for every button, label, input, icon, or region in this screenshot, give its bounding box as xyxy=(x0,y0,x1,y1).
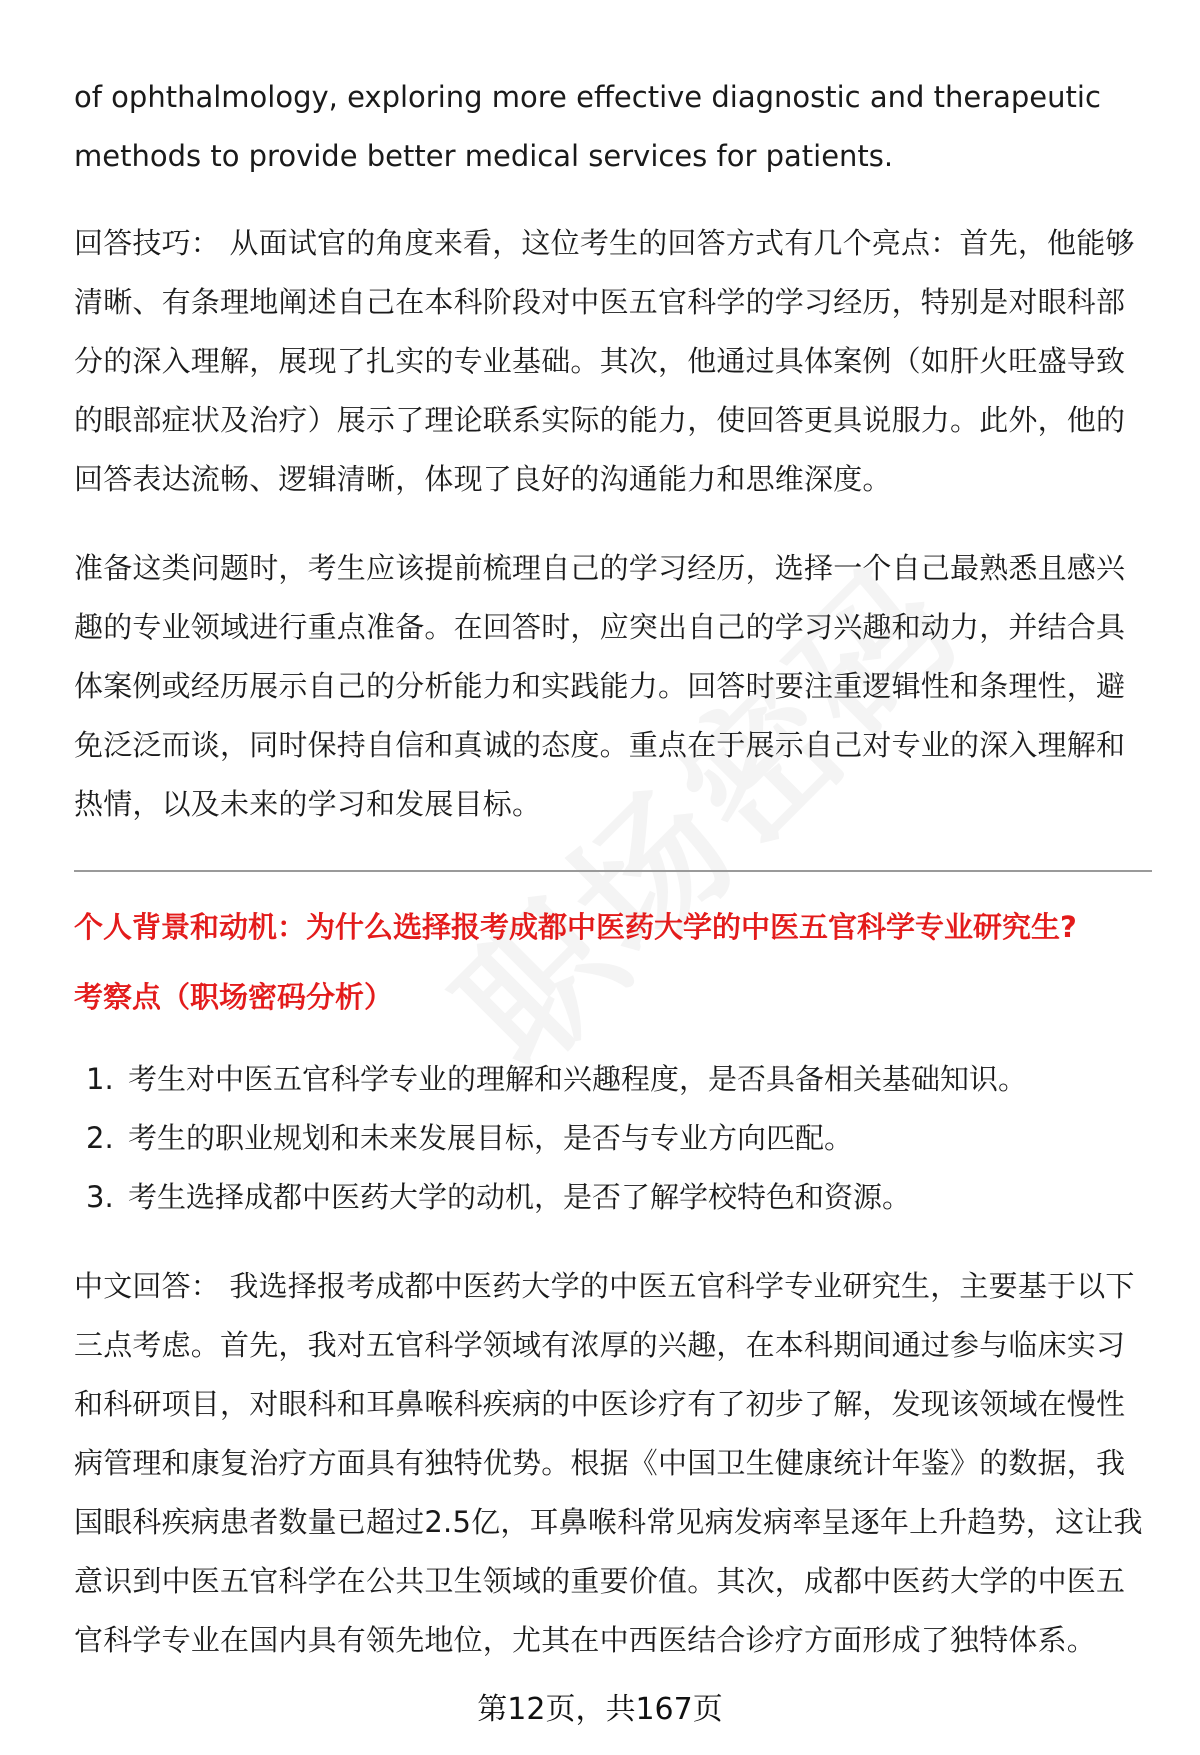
list-item-text: 考生的职业规划和未来发展目标，是否与专业方向匹配。 xyxy=(128,1121,854,1155)
list-item-number: 2. xyxy=(86,1121,114,1155)
list-item xyxy=(74,1168,1152,1227)
question-heading: 个人背景和动机：为什么选择报考成都中医药大学的中医五官科学专业研究生? xyxy=(74,910,1077,944)
page-number-footer: 第12页，共167页 xyxy=(477,1692,723,1727)
list-item-text: 考生选择成都中医药大学的动机，是否了解学校特色和资源。 xyxy=(128,1180,912,1214)
intro-english-paragraph: of ophthalmology, exploring more effective diagnostic and therapeutic methods to provide better medical services for patients. xyxy=(74,80,1101,173)
list-item xyxy=(74,1109,1152,1168)
document-page xyxy=(74,68,1152,1670)
assessment-points-heading: 考察点（职场密码分析） xyxy=(74,980,394,1014)
list-item-text: 考生对中医五官科学专业的理解和兴趣程度，是否具备相关基础知识。 xyxy=(128,1062,1028,1096)
preparation-advice-paragraph: 准备这类问题时，考生应该提前梳理自己的学习经历，选择一个自己最熟悉且感兴趣的专业领域进行重点准备。在回答时，应突出自己的学习兴趣和动力，并结合具体案例或经历展示自己的分析能力和实践能力。回答时要注重逻辑性和条理性，避免泛泛而谈，同时保持自信和真诚的态度。重点在于展示自己对专业的深入理解和热情，以及未来的学习和发展目标。 xyxy=(74,551,1126,821)
assessment-points-list xyxy=(74,1050,1152,1227)
list-item-number: 1. xyxy=(86,1062,114,1096)
list-item xyxy=(74,1050,1152,1109)
answer-tips-paragraph: 回答技巧： 从面试官的角度来看，这位考生的回答方式有几个亮点：首先，他能够清晰、有条理地阐述自己在本科阶段对中医五官科学的学习经历，特别是对眼科部分的深入理解，展现了扎实的专业基础。其次，他通过具体案例（如肝火旺盛导致的眼部症状及治疗）展示了理论联系实际的能力，使回答更具说服力。此外，他的回答表达流畅、逻辑清晰，体现了良好的沟通能力和思维深度。 xyxy=(74,226,1135,496)
section-divider xyxy=(74,870,1152,872)
chinese-answer-paragraph: 中文回答： 我选择报考成都中医药大学的中医五官科学专业研究生，主要基于以下三点考虑。首先，我对五官科学领域有浓厚的兴趣，在本科期间通过参与临床实习和科研项目，对眼科和耳鼻喉科疾病的中医诊疗有了初步了解，发现该领域在慢性病管理和康复治疗方面具有独特优势。根据《中国卫生健康统计年鉴》的数据，我国眼科疾病患者数量已超过2.5亿，耳鼻喉科常见病发病率呈逐年上升趋势，这让我意识到中医五官科学在公共卫生领域的重要价值。其次，成都中医药大学的中医五官科学专业在国内具有领先地位，尤其在中西医结合诊疗方面形成了独特体系。 xyxy=(74,1269,1143,1657)
list-item-number: 3. xyxy=(86,1180,114,1214)
